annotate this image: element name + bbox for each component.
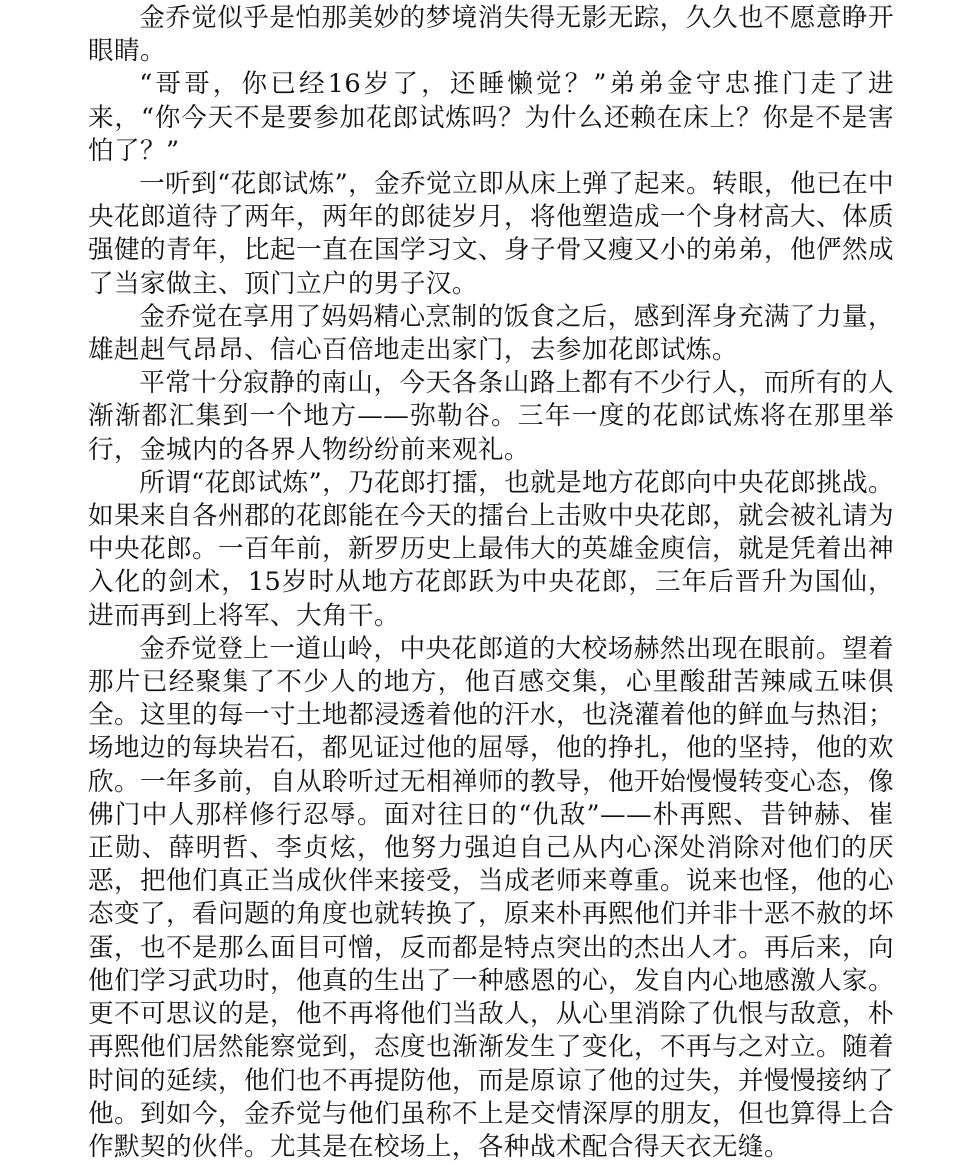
- document-body: [88, 2, 894, 1164]
- paragraph-1: 金乔觉似乎是怕那美妙的梦境消失得无影无踪，久久也不愿意睁开眼睛。: [88, 3, 894, 67]
- paragraph-5: 平常十分寂静的南山，今天各条山路上都有不少行人，而所有的人渐渐都汇集到一个地方——弥勒谷。三年一度的花郎试炼将在那里举行，金城内的各界人物纷纷前来观礼。: [88, 368, 894, 465]
- paragraph-2: “哥哥，你已经16岁了，还睡懒觉？”弟弟金守忠推门走了进来，“你今天不是要参加花郎试炼吗？为什么还赖在床上？你是不是害怕了？”: [88, 69, 894, 166]
- paragraph-3: 一听到“花郎试炼”，金乔觉立即从床上弹了起来。转眼，他已在中央花郎道待了两年，两年的郎徒岁月，将他塑造成一个身材高大、体质强健的青年，比起一直在国学习文、身子骨又瘦又小的弟弟，他俨然成了当家做主、顶门立户的男子汉。: [88, 169, 894, 299]
- paragraph-6: 所谓“花郎试炼”，乃花郎打擂，也就是地方花郎向中央花郎挑战。如果来自各州郡的花郎能在今天的擂台上击败中央花郎，就会被礼请为中央花郎。一百年前，新罗历史上最伟大的英雄金庾信，就是凭着出神入化的剑术，15岁时从地方花郎跃为中央花郎，三年后晋升为国仙，进而再到上将军、大角干。: [88, 467, 894, 631]
- paragraph-7: 金乔觉登上一道山岭，中央花郎道的大校场赫然出现在眼前。望着那片已经聚集了不少人的地方，他百感交集，心里酸甜苦辣咸五味俱全。这里的每一寸土地都浸透着他的汗水，也浇灌着他的鲜血与热泪；场地边的每块岩石，都见证过他的屈辱，他的挣扎，他的坚持，他的欢欣。一年多前，自从聆听过无相禅师的教导，他开始慢慢转变心态，像佛门中人那样修行忍辱。面对往日的“仇敌”——朴再熙、昔钟赫、崔正勋、薛明哲、李贞炫，他努力强迫自己从内心深处消除对他们的厌恶，把他们真正当成伙伴来接受，当成老师来尊重。说来也怪，他的心态变了，看问题的角度也就转换了，原来朴再熙他们并非十恶不赦的坏蛋，也不是那么面目可憎，反而都是特点突出的杰出人才。再后来，向他们学习武功时，他真的生出了一种感恩的心，发自内心地感激人家。更不可思议的是，他不再将他们当敌人，从心里消除了仇恨与敌意，朴再熙他们居然能察觉到，态度也渐渐发生了变化，不再与之对立。随着时间的延续，他们也不再提防他，而是原谅了他的过失，并慢慢接纳了他。到如今，金乔觉与他们虽称不上是交情深厚的朋友，但也算得上合作默契的伙伴。尤其是在校场上，各种战术配合得天衣无缝。: [88, 633, 894, 1162]
- paragraph-4: 金乔觉在享用了妈妈精心烹制的饭食之后，感到浑身充满了力量，雄赳赳气昂昂、信心百倍地走出家门，去参加花郎试炼。: [88, 301, 894, 366]
